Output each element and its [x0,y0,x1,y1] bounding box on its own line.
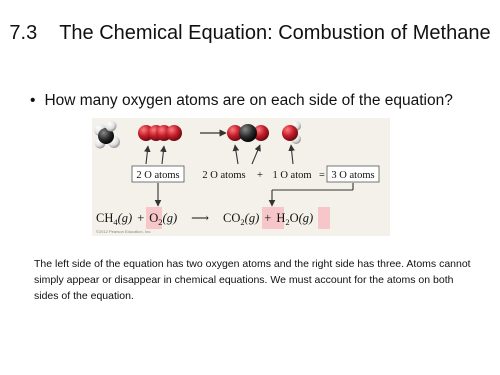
bullet-icon: • [30,92,36,109]
plus-sign: + [257,170,263,181]
arrow-co2-left-icon [235,145,238,164]
left-oxygen-count: 2 O atoms [136,170,180,181]
arrow-co2-right-icon [252,145,260,164]
oxygen-molecules-icon [138,125,182,141]
caption-text: The left side of the equation has two oxygen atoms and the right side has three. Atoms cannot simply appear or disappear in chemical equations. We must account for the atoms on both sides of the equation. [34,258,471,302]
right-oxygen-count: 3 O atoms [331,170,375,181]
arrow-h2o-icon [291,145,293,164]
title-text: The Chemical Equation: Combustion of Methane [59,22,491,44]
arrow-o2-left-icon [146,146,148,164]
co2-oxygen-count: 2 O atoms [202,170,246,181]
question-text: How many oxygen atoms are on each side of the equation? [44,92,453,109]
copyright-note: ©2012 Pearson Education, Inc. [96,229,152,234]
slide-title [0,22,500,45]
section-number: 7.3 [9,22,38,44]
water-molecule-icon [282,121,301,144]
equation-line: $CH_4(g) + O_2(g)$ ⟶ $CO_2(g) + H_2O(g)$ [96,211,314,227]
bullet-question [30,92,453,110]
methane-molecule-icon [94,121,120,149]
h2o-highlight [318,207,330,229]
equals-sign: = [319,170,325,181]
carbon-dioxide-molecule-icon [227,124,269,142]
equation-figure [92,118,390,236]
h2o-oxygen-count: 1 O atom [272,170,312,181]
arrow-o2-right-icon [162,146,164,164]
